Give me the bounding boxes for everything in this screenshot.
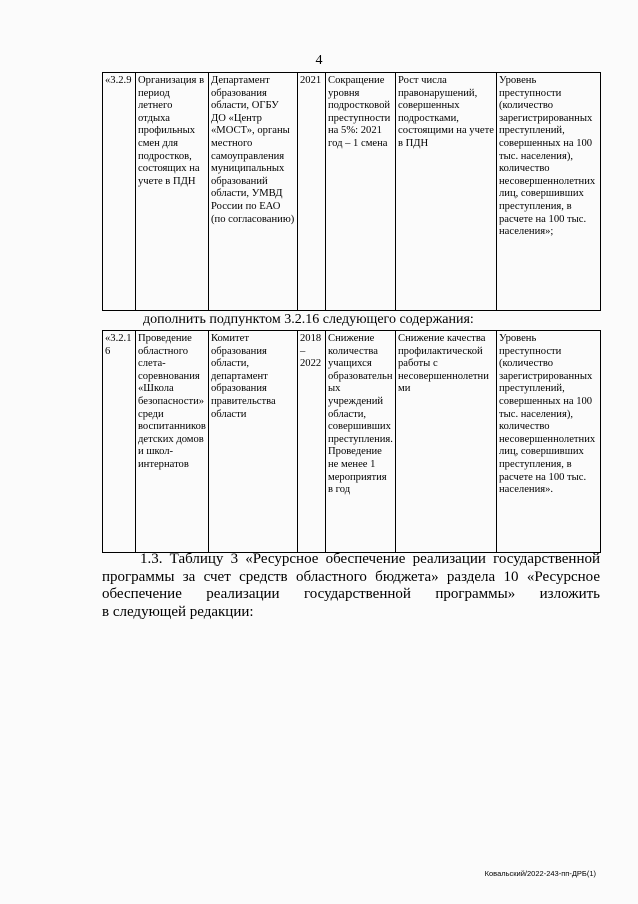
cell-year: 2021 — [298, 73, 326, 311]
page-number: 4 — [315, 53, 323, 68]
cell-executor: Комитет образования области, департамент образования правительства области — [209, 331, 298, 553]
cell-indicator: Уровень преступности (количество зарегистрированных преступлений, совершенных на 100 тыс. населения), количество несовершеннолетних лиц, совершивших преступления, в расчете на 100 тыс. населения»; — [497, 73, 601, 311]
paragraph-1-3 — [102, 551, 600, 621]
amendment-text: дополнить подпунктом 3.2.16 следующего содержания: — [143, 312, 474, 327]
cell-consequence: Рост числа правонарушений, совершенных подростками, состоящими на учете в ПДН — [396, 73, 497, 311]
cell-executor: Департамент образования области, ОГБУ ДО «Центр «МОСТ», органы местного самоуправления муниципальных образований области, УМВД России по ЕАО (по согласованию) — [209, 73, 298, 311]
cell-result: Снижение количества учащихся образовательных учреждений области, совершивших преступления. Проведение не менее 1 мероприятия в год — [326, 331, 396, 553]
paragraph-line: программы за счет средств областного бюджета» раздела 10 «Ресурсное — [102, 568, 600, 585]
document-code: Ковальский/2022-243-пп-ДРБ(1) — [484, 869, 596, 878]
cell-consequence: Снижение качества профилактической работы с несовершеннолетними — [396, 331, 497, 553]
cell-activity: Проведение областного слета-соревнования «Школа безопасности» среди воспитанников детских домов и школ-интернатов — [136, 331, 209, 553]
paragraph-line: в следующей редакции: — [102, 603, 254, 620]
measures-table-row-3-2-9 — [102, 72, 601, 311]
cell-number: «3.2.9 — [103, 73, 136, 311]
cell-year: 2018 – 2022 — [298, 331, 326, 553]
paragraph-line: обеспечение реализации государственной программы» изложить — [102, 586, 600, 602]
table-row — [103, 331, 601, 553]
cell-activity: Организация в период летнего отдыха профильных смен для подростков, состоящих на учете в ПДН — [136, 73, 209, 311]
paragraph-line: 1.3. Таблицу 3 «Ресурсное обеспечение реализации государственной — [140, 551, 600, 567]
cell-number: «3.2.16 — [103, 331, 136, 553]
cell-indicator: Уровень преступности (количество зарегистрированных преступлений, совершенных на 100 тыс. населения), количество несовершеннолетних лиц, совершивших преступления, в расчете на 100 тыс. населения». — [497, 331, 601, 553]
measures-table-row-3-2-16 — [102, 330, 601, 553]
cell-result: Сокращение уровня подростковой преступности на 5%: 2021 год – 1 смена — [326, 73, 396, 311]
table-row — [103, 73, 601, 311]
